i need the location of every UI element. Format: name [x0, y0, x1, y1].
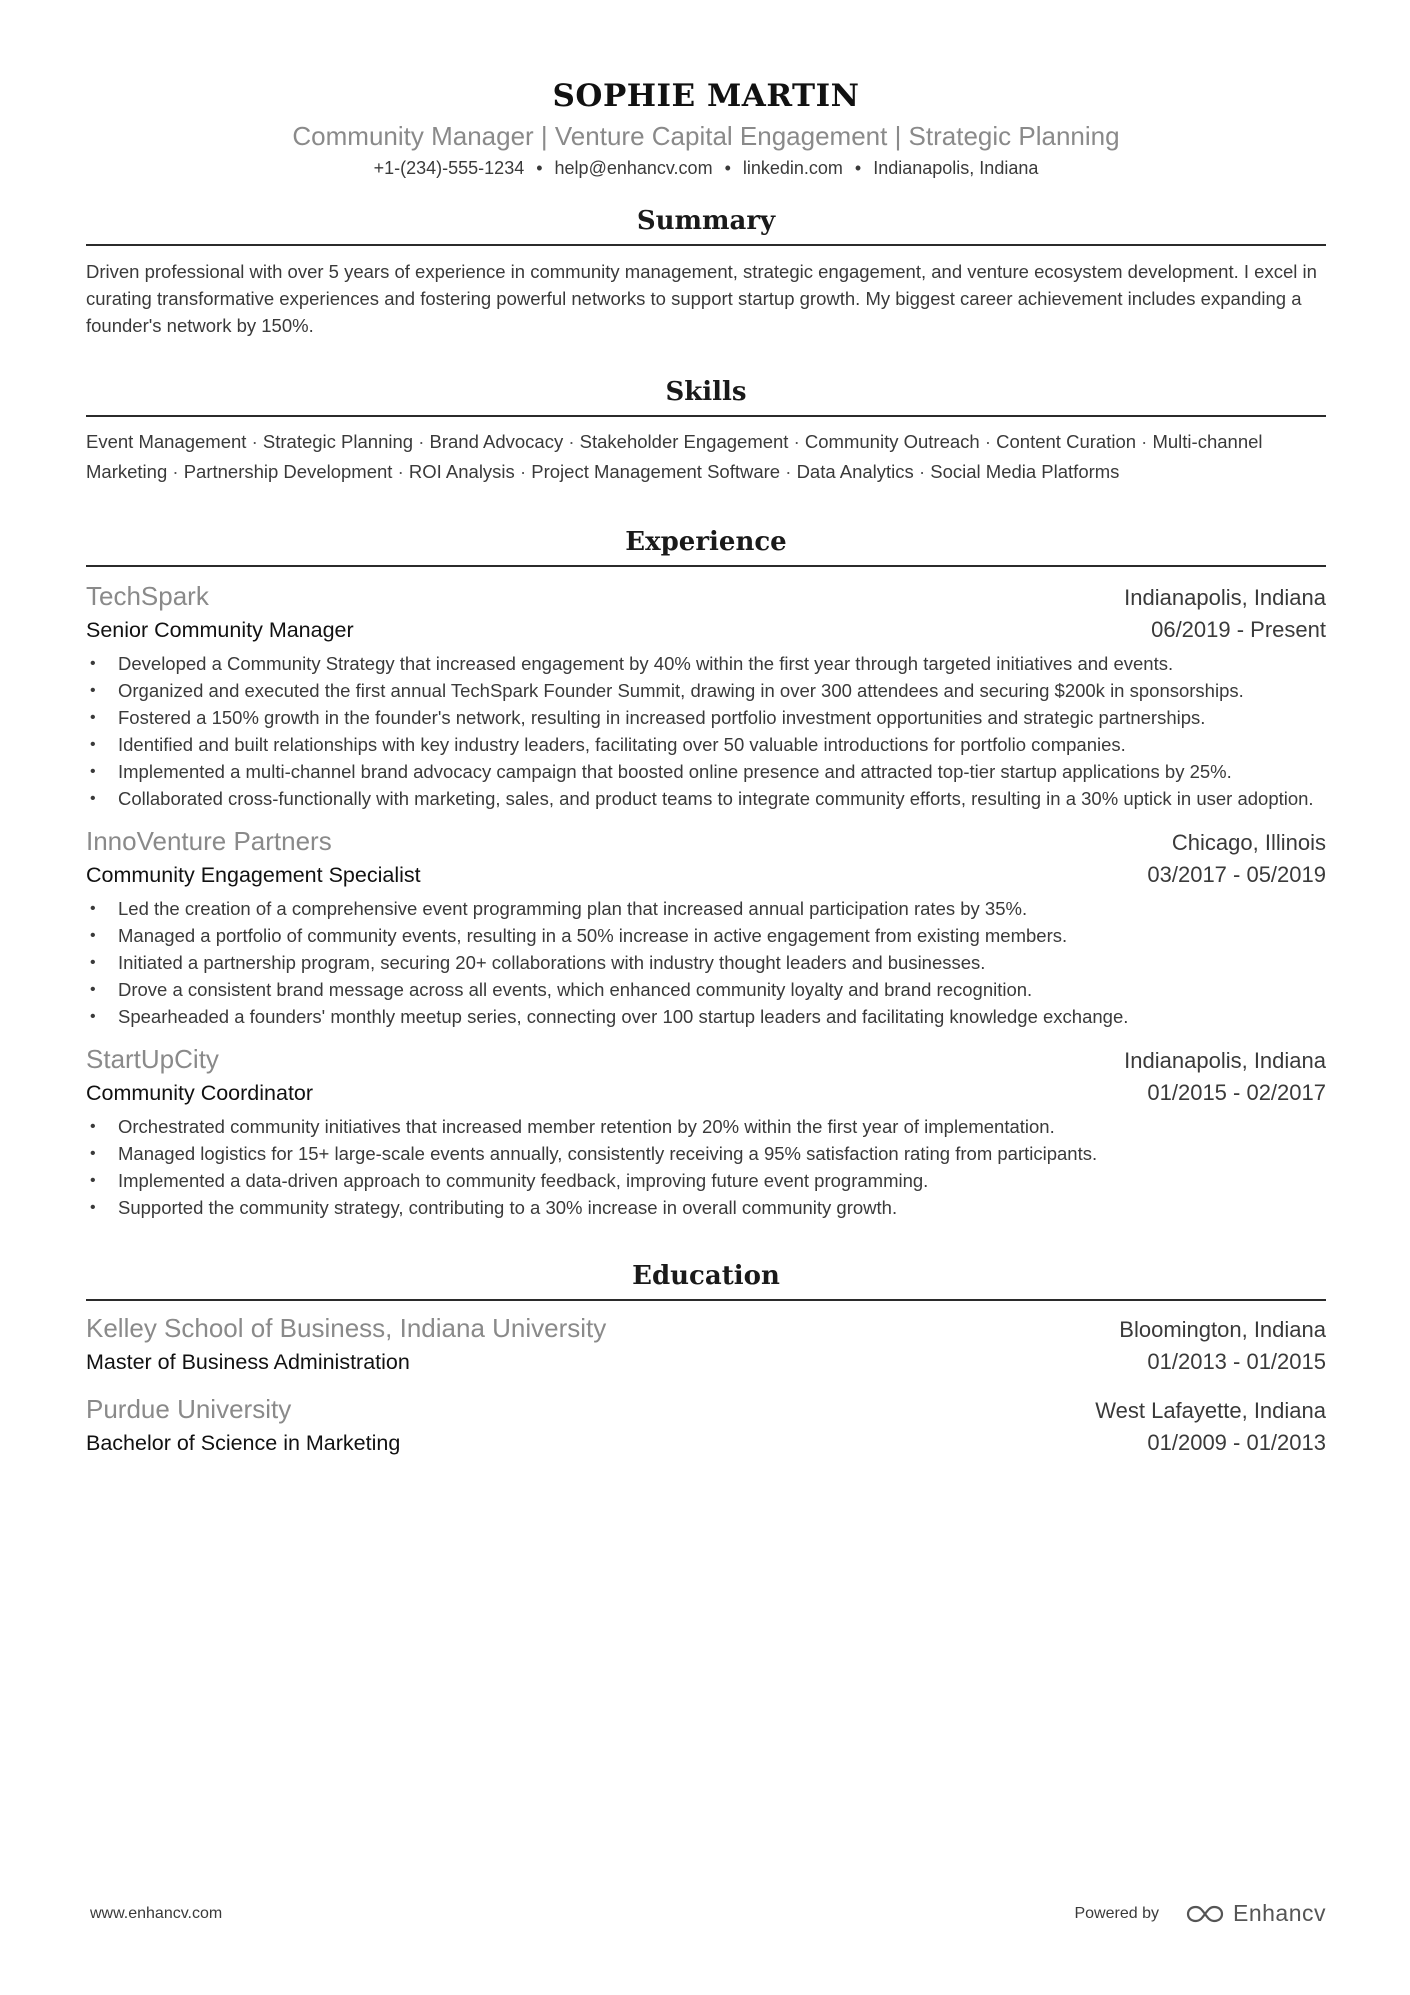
job-bullet: • Initiated a partnership program, securing 20+ collaborations with industry thought leaders and businesses.: [86, 949, 1326, 976]
section-divider: [86, 244, 1326, 246]
skill-separator: ·: [918, 461, 926, 482]
jobs-list: [86, 579, 1326, 1221]
contact-separator: •: [536, 158, 543, 178]
candidate-name: SOPHIE MARTIN: [552, 78, 860, 114]
job-entry: [86, 579, 1326, 812]
resume-header: [86, 0, 1326, 180]
section-divider: [86, 415, 1326, 417]
contact-location: Indianapolis, Indiana: [873, 158, 1039, 178]
job-entry: [86, 824, 1326, 1030]
job-role-row: [86, 859, 1326, 891]
candidate-headline: Community Manager | Venture Capital Engagement | Strategic Planning: [292, 121, 1120, 151]
job-bullet: • Led the creation of a comprehensive event programming plan that increased annual participation rates by 35%.: [86, 895, 1326, 922]
company-name: InnoVenture Partners: [86, 826, 332, 856]
job-header-row: [86, 1042, 1326, 1077]
powered-by: [1074, 1900, 1326, 1927]
school-location: West Lafayette, Indiana: [1095, 1398, 1326, 1423]
job-bullet: • Collaborated cross-functionally with marketing, sales, and product teams to integrate community efforts, resulting in a 30% uptick in user adoption.: [86, 785, 1326, 812]
skill-item: Brand Advocacy: [429, 431, 564, 452]
skill-item: Event Management: [86, 431, 247, 452]
degree-row: [86, 1427, 1326, 1459]
job-title: Senior Community Manager: [86, 618, 354, 642]
summary-section: [86, 204, 1326, 339]
skill-separator: ·: [568, 431, 575, 452]
education-section: [86, 1259, 1326, 1459]
school-name: Kelley School of Business, Indiana University: [86, 1313, 607, 1343]
skill-separator: ·: [251, 431, 258, 452]
contact-line: [86, 156, 1326, 180]
degree-name: Master of Business Administration: [86, 1350, 410, 1374]
contact-separator: •: [724, 158, 731, 178]
job-dates: 03/2017 - 05/2019: [1147, 862, 1326, 887]
page-footer: [90, 1900, 1326, 1927]
section-divider: [86, 1299, 1326, 1301]
skill-item: Content Curation: [996, 431, 1137, 452]
job-bullets: [86, 650, 1326, 812]
skill-item: ROI Analysis: [408, 461, 515, 482]
job-bullet: • Developed a Community Strategy that increased engagement by 40% within the first year through targeted initiatives and events.: [86, 650, 1326, 677]
job-bullet: • Supported the community strategy, contributing to a 30% increase in overall community growth.: [86, 1194, 1326, 1221]
skill-item: Data Analytics: [796, 461, 914, 482]
contact-linkedin: linkedin.com: [742, 158, 843, 178]
skill-separator: ·: [397, 461, 404, 482]
job-bullet: • Organized and executed the first annual TechSpark Founder Summit, drawing in over 300 attendees and securing $200k in sponsorships.: [86, 677, 1326, 704]
school-header-row: [86, 1392, 1326, 1427]
job-role-row: [86, 614, 1326, 646]
footer-website-link[interactable]: www.enhancv.com: [90, 1904, 223, 1922]
job-bullet: • Managed a portfolio of community events, resulting in a 50% increase in active engagement from existing members.: [86, 922, 1326, 949]
skill-item: Community Outreach: [804, 431, 980, 452]
job-bullets: [86, 895, 1326, 1030]
skill-separator: ·: [793, 431, 800, 452]
school-location: Bloomington, Indiana: [1119, 1317, 1326, 1342]
summary-title: Summary: [636, 206, 776, 236]
skills-list: [86, 427, 1326, 487]
school-name: Purdue University: [86, 1394, 292, 1424]
job-dates: 01/2015 - 02/2017: [1147, 1080, 1326, 1105]
company-name: TechSpark: [86, 581, 209, 611]
job-bullet: • Implemented a multi-channel brand advocacy campaign that boosted online presence and attracted top-tier startup applications by 25%.: [86, 758, 1326, 785]
skill-separator: ·: [519, 461, 527, 482]
brand-name: Enhancv: [1232, 1900, 1326, 1926]
company-name: StartUpCity: [86, 1044, 219, 1074]
job-location: Indianapolis, Indiana: [1124, 1048, 1326, 1073]
job-bullets: [86, 1113, 1326, 1221]
education-entry: [86, 1311, 1326, 1378]
skill-separator: ·: [1141, 431, 1148, 452]
schools-list: [86, 1311, 1326, 1459]
enhancv-logo-icon: [1185, 1903, 1225, 1925]
skill-item: Stakeholder Engagement: [579, 431, 789, 452]
job-location: Indianapolis, Indiana: [1124, 585, 1326, 610]
job-location: Chicago, Illinois: [1171, 830, 1326, 855]
experience-section: [86, 525, 1326, 1221]
job-title: Community Engagement Specialist: [86, 863, 421, 887]
contact-email: help@enhancv.com: [554, 158, 713, 178]
job-bullet: • Drove a consistent brand message across all events, which enhanced community loyalty and brand recognition.: [86, 976, 1326, 1003]
skill-item: Strategic Planning: [262, 431, 414, 452]
powered-by-label: Powered by: [1074, 1904, 1159, 1922]
job-bullet: • Managed logistics for 15+ large-scale events annually, consistently receiving a 95% satisfaction rating from participants.: [86, 1140, 1326, 1167]
skill-separator: ·: [785, 461, 792, 482]
job-bullet: • Implemented a data-driven approach to community feedback, improving future event programming.: [86, 1167, 1326, 1194]
job-bullet: • Orchestrated community initiatives that increased member retention by 20% within the first year of implementation.: [86, 1113, 1326, 1140]
job-bullet: • Identified and built relationships with key industry leaders, facilitating over 50 valuable introductions for portfolio companies.: [86, 731, 1326, 758]
experience-title: Experience: [625, 527, 787, 557]
skills-section: [86, 375, 1326, 487]
skill-item: Social Media Platforms: [930, 461, 1120, 482]
contact-phone: +1-(234)-555-1234: [373, 158, 525, 178]
section-divider: [86, 565, 1326, 567]
job-role-row: [86, 1077, 1326, 1109]
resume-page: [86, 0, 1326, 1459]
summary-text: Driven professional with over 5 years of experience in community management, strategic engagement, and venture ecosystem development. I excel in curating transformative experiences and fostering powerful networks to support startup growth. My biggest career achievement includes expanding a founder's network by 150%.: [86, 261, 1317, 336]
job-dates: 06/2019 - Present: [1151, 617, 1326, 642]
education-entry: [86, 1392, 1326, 1459]
skill-item: Partnership Development: [183, 461, 393, 482]
brand-logo[interactable]: [1185, 1900, 1326, 1927]
skill-separator: ·: [418, 431, 425, 452]
degree-row: [86, 1346, 1326, 1378]
contact-separator: •: [854, 158, 862, 178]
skills-title: Skills: [665, 377, 747, 407]
school-header-row: [86, 1311, 1326, 1346]
job-header-row: [86, 579, 1326, 614]
skill-separator: ·: [172, 461, 179, 482]
skill-item: Multi-channel Marketing: [86, 431, 1263, 482]
job-bullet: • Spearheaded a founders' monthly meetup series, connecting over 100 startup leaders and facilitating knowledge exchange.: [86, 1003, 1326, 1030]
job-bullet: • Fostered a 150% growth in the founder's network, resulting in increased portfolio investment opportunities and strategic partnerships.: [86, 704, 1326, 731]
degree-name: Bachelor of Science in Marketing: [86, 1431, 401, 1455]
job-header-row: [86, 824, 1326, 859]
education-dates: 01/2013 - 01/2015: [1147, 1349, 1326, 1374]
skill-separator: ·: [984, 431, 992, 452]
education-title: Education: [632, 1261, 780, 1291]
skill-item: Project Management Software: [531, 461, 781, 482]
job-title: Community Coordinator: [86, 1081, 314, 1105]
job-entry: [86, 1042, 1326, 1221]
education-dates: 01/2009 - 01/2013: [1147, 1430, 1326, 1455]
